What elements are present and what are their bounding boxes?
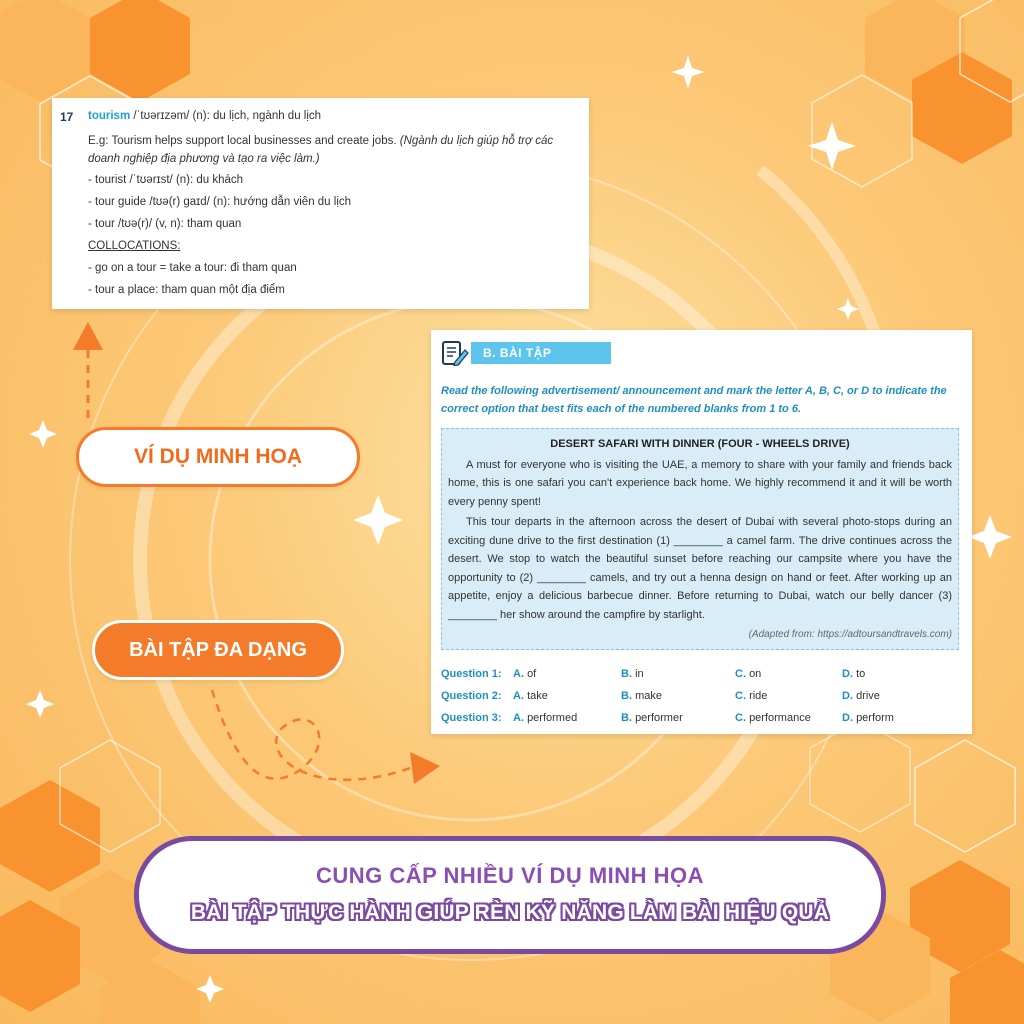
exercise-label-pill: BÀI TẬP ĐA DẠNG (92, 620, 344, 680)
question-label: Question 3: (441, 712, 502, 724)
related-word: - tourist /ˈtʊərɪst/ (n): du khách (88, 174, 244, 186)
edit-document-icon (441, 340, 469, 366)
example-vietnamese: (Ngành du lịch giúp hỗ trợ các doanh nghiệp địa phương và tạo ra việc làm.) (88, 135, 554, 165)
example-label-pill: VÍ DỤ MINH HOẠ (76, 427, 360, 487)
option-b[interactable]: B. make (621, 690, 662, 702)
option-b[interactable]: B. in (621, 668, 644, 680)
entry-definition: /ˈtʊərɪzəm/ (n): du lịch, ngành du lịch (130, 110, 322, 122)
option-c[interactable]: C. performance (735, 712, 811, 724)
option-d[interactable]: D. drive (842, 690, 880, 702)
entry-number: 17 (60, 110, 74, 124)
entry-headline (88, 110, 321, 122)
question-label: Question 2: (441, 690, 502, 702)
passage-paragraph: A must for everyone who is visiting the UAE, a memory to share with your family and friends back home, this is one safari you can't experience back home. We highly recommend it and it will be worth every penny spent! (448, 458, 952, 508)
vocabulary-card (52, 98, 589, 309)
option-b[interactable]: B. performer (621, 712, 683, 724)
option-c[interactable]: C. on (735, 668, 762, 680)
arrow-right-icon (212, 690, 440, 784)
exercise-instruction: Read the following advertisement/ announcement and mark the letter A, B, C, or D to indicate the correct option that best fits each of the numbered blanks from 1 to 6. (441, 385, 947, 415)
passage-source: (Adapted from: https://adtoursandtravels.com) (748, 629, 952, 640)
option-c[interactable]: C. ride (735, 690, 768, 702)
banner-line-1: CUNG CẤP NHIỀU VÍ DỤ MINH HỌA (315, 863, 705, 888)
question-row (441, 690, 961, 708)
related-word: - tour /tʊə(r)/ (v, n): tham quan (88, 218, 242, 230)
collocation-item: - go on a tour = take a tour: đi tham quan (88, 262, 297, 274)
feature-banner (134, 836, 886, 954)
entry-example (88, 132, 580, 168)
collocation-item: - tour a place: tham quan một địa điểm (88, 284, 285, 296)
section-badge: B. BÀI TẬP (471, 342, 611, 364)
option-d[interactable]: D. perform (842, 712, 894, 724)
passage-title: DESERT SAFARI WITH DINNER (FOUR - WHEELS DRIVE) (550, 438, 850, 450)
option-a[interactable]: A. of (513, 668, 537, 680)
entry-word: tourism (88, 110, 131, 122)
reading-passage (441, 428, 959, 650)
exercise-header (441, 340, 552, 364)
option-a[interactable]: A. take (513, 690, 548, 702)
question-row (441, 712, 961, 730)
question-row (441, 668, 961, 686)
hexagon-cluster-top-right (812, 0, 1024, 187)
option-d[interactable]: D. to (842, 668, 866, 680)
option-a[interactable]: A. performed (513, 712, 578, 724)
passage-paragraph: This tour departs in the afternoon across the desert of Dubai with several photo-stops during an exciting dune drive to the first destination (1) ________ a camel farm. The drive continues across the desert. We stop to watch the beautiful sunset before reaching our campsite where you have the opportunity to (2) ________ camels, and try out a henna design on hand or feet. After working up an appetite, enjoy a delicious barbecue dinner. Before returning to Dubai, watch our belly dancer (3) ________ her show around the campfire by starlight. (448, 516, 952, 621)
collocations-heading: COLLOCATIONS: (88, 240, 181, 252)
question-label: Question 1: (441, 668, 502, 680)
related-word: - tour guide /tʊə(r) ɡaɪd/ (n): hướng dẫn viên du lịch (88, 196, 352, 208)
banner-line-2: BÀI TẬP THỰC HÀNH GIÚP RÈN KỸ NĂNG LÀM BÀI HIỆU QUẢ (190, 901, 830, 924)
exercise-card (431, 330, 972, 734)
example-english: E.g: Tourism helps support local businesses and create jobs. (88, 135, 400, 147)
